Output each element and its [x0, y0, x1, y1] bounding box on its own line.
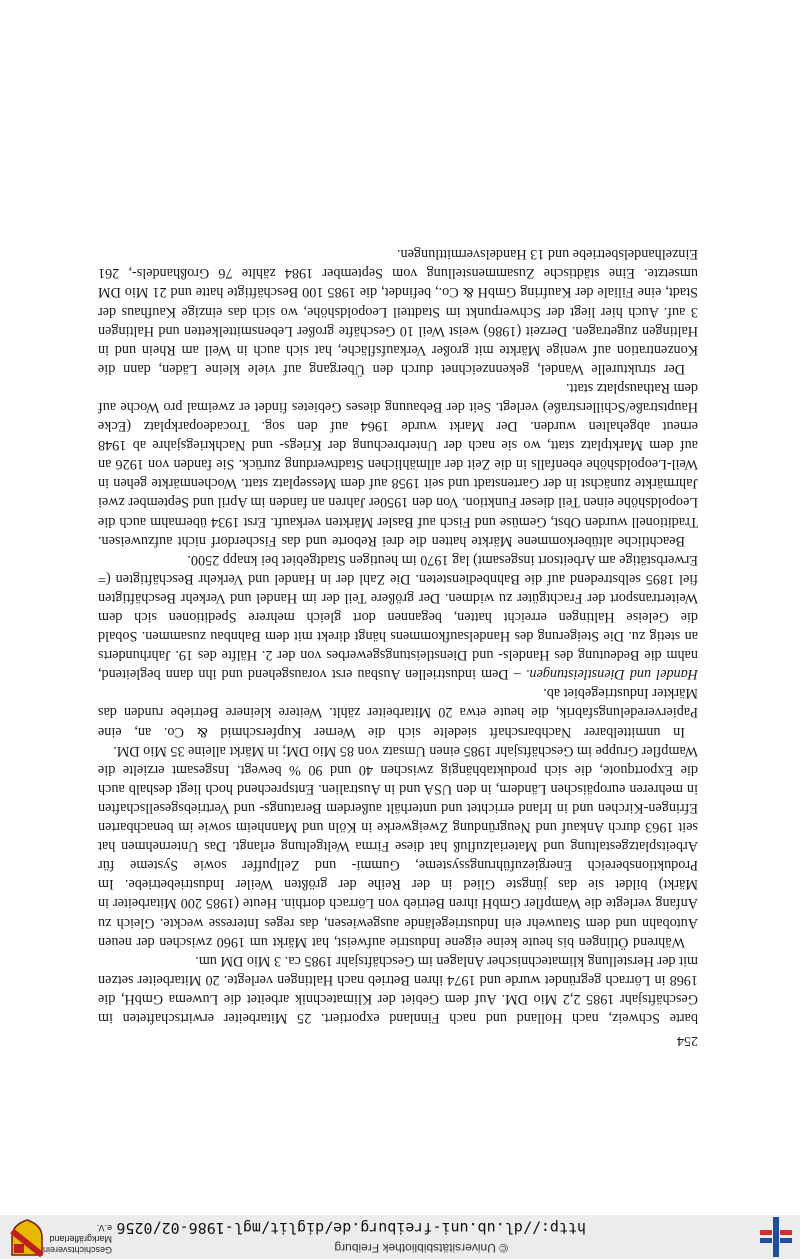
page-number: 254	[677, 1033, 698, 1048]
paragraph: Der strukturelle Wandel, gekennzeichnet durch den Übergang auf viele kleine Läden, dann die Konzentration auf wenige Märkte mit großer Verkaufsfläche, hat sich auch in Weil am Rhein und in Haltingen zugetragen. Derzeit (1986) weist Weil 10 Geschäfte großer Lebensmittelketten und Haltingen 3 auf. Auch hier liegt der Schwerpunkt im Stadtteil Leopoldshöhe, wo sich das einzige Kaufhaus der Stadt, eine Filiale der Kaufring GmbH & Co., befindet, die 1985 100 Beschäftigte hatte und 21 Mio DM umsetzte. Eine städtische Zusammenstellung vom September 1984 zählte 76 Großhandels-, 261 Einzelhandelsbetriebe und 13 Handelsvermittlungen.	[98, 246, 698, 377]
society-name-line-2: Markgräflerland e.V.	[49, 1223, 112, 1244]
paragraph: barte Schweiz, nach Holland und nach Finnland exportiert. 25 Mitarbeiter erwirtschafteten im Geschäftsjahr 1985 2,2 Mio DM. Auf dem Gebiet der Klimatechnik arbeitet die Luwema GmbH, die 1968 in Lörrach gegründet wurde und 1974 ihren Betrieb nach Haltingen verlegte. 20 Mitarbeiter setzen mit der Herstellung klimatechnischer Anlagen im Geschäftsjahr 1985 ca. 3 Mio DM um.	[98, 952, 698, 1026]
university-library-logo-icon	[756, 1217, 796, 1257]
paragraph: Beachtliche altüberkommene Märkte hatten die drei Reborte und das Fischerdorf nicht aufzuweisen. Traditionell wurden Obst, Gemüse und Fisch auf Basler Märkten verkauft. Erst 1934 übernahm auch die Leopoldshöhe einen Teil dieser Funktion. Von den 1950er Jahren an fanden im April und September zwei Jahrmärkte zunächst in der Gartenstadt und seit 1958 auf dem Messeplatz statt. Wochenmärkte gehen in Weil-Leopoldshöhe ebenfalls in die Zeit der allmählichen Stadtwerdung zurück. Sie fanden von 1926 an auf dem Marktplatz statt, wo sie nach der Unterbrechung der Kriegs- und Nachkriegsjahre ab 1948 erneut abgehalten wurden. Der Markt wurde 1964 auf den sog. Trocadeoparkplatz (Ecke Hauptstraße/Schillerstraße) verlegt. Seit der Bebauung dieses Gebietes findet er zweimal pro Woche auf dem Rathausplatz statt.	[98, 379, 698, 549]
copyright-notice: © Universitätsbibliothek Freiburg	[334, 1241, 508, 1255]
section-heading: Handel und Dienstleistungen.	[525, 666, 698, 683]
paragraph: In unmittelbarer Nachbarschaft siedelte sich die Werner Kupferschmid & Co. an, eine Papierveredelungsfabrik, die heute etwa 20 Mitarbeiter zählt. Weitere kleinere Betriebe runden das Märkter Industriegebiet ab.	[98, 685, 698, 740]
society-name	[42, 1222, 112, 1255]
society-crest-icon	[10, 1219, 44, 1257]
section-paragraph-handel	[98, 550, 698, 684]
source-url[interactable]: http://dl.ub.uni-freiburg.de/diglit/mgl-1986-02/0256	[116, 1219, 586, 1237]
paragraph: Während Ötlingen bis heute keine eigene Industrie aufweist, hat Märkt um 1960 zwischen der neuen Autobahn und dem Stauwehr ein Industriegelände ausgewiesen, das reges Interesse weckte. Gleich zu Anfang verlegte die Wampfler GmbH ihren Betrieb von Lörrach dorthin. Heute (1985 200 Mitarbeiter in Märkt) bildet sie das jüngste Glied in der Reihe der größten Weiler Industriebetriebe. Im Produktionsbereich Energiezuführungssysteme, Gummi- und Zellpuffer sowie Systeme für Arbeitsplatzgestaltung und Materialzufluß hat diese Firma Weltgeltung erlangt. Das Unternehmen hat seit 1963 durch Ankauf und Neugründung Zweigwerke in Köln und Mannheim sowie im benachbarten Efringen-Kirchen und in Irland errichtet und unterhält außerdem Beratungs- und Vertriebsgesellschaften in mehreren europäischen Ländern, in den USA und in Australien. Entsprechend hoch liegt deshalb auch die Exportquote, die sich produktabhängig zwischen 40 und 90 % bewegt. Insgesamt erzielte die Wampfler Gruppe im Geschäftsjahr 1985 einen Umsatz von 85 Mio DM; in Märkt alleine 35 Mio DM.	[98, 742, 698, 950]
society-name-line-1: Geschichtsverein	[42, 1245, 112, 1255]
paragraph-text: – Dem industriellen Ausbau erst vorausgehend und ihn dann begleitend, nahm die Bedeutung des Handels- und Dienstleistungsgewerbes von der 2. Hälfte des 19. Jahrhunderts an stetig zu. Die Steigerung des Handelsaufkommens hängt direkt mit dem Bahnbau zusammen. Sobald die Geleise Haltingen erreicht hatten, begannen dort gleich mehrere Speditionen sich dem Weitertransport der Frachtgüter zu widmen. Der größere Teil der im Handel und Verkehr Beschäftigten fiel 1895 selbstredend auf die Bahnbediensteten. Die Zahl der in Handel und Verkehr Beschäftigten (= Erwerbstätige am Arbeitsort insgesamt) lag 1970 im heutigen Stadtgebiet bei knapp 2500.	[98, 551, 698, 683]
body-text	[98, 244, 698, 1027]
header-bar	[0, 1215, 800, 1259]
